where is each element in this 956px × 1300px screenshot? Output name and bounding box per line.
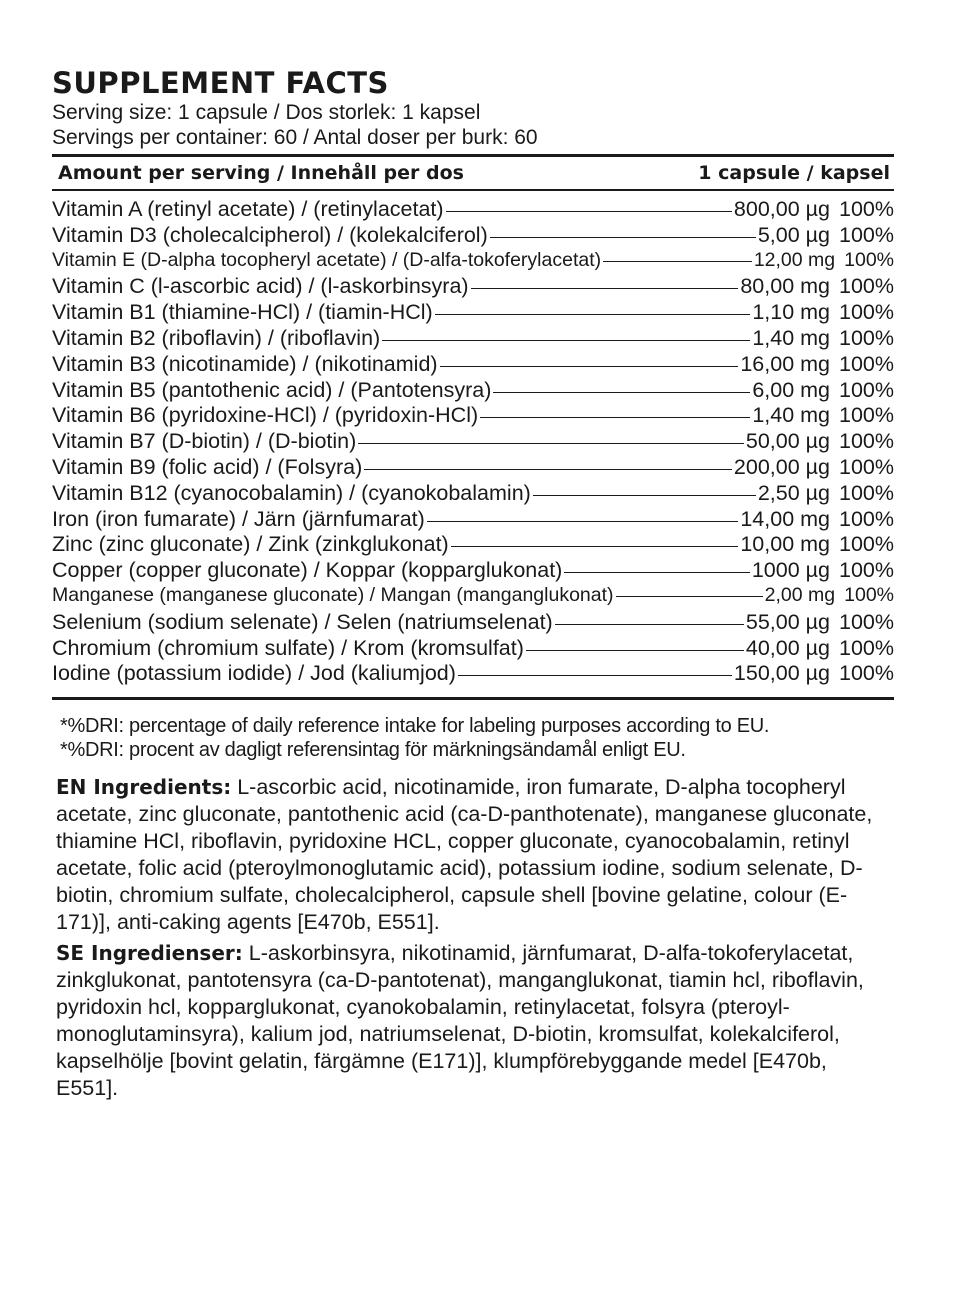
nutrient-name: Zinc (zinc gluconate) / Zink (zinkglukonat) bbox=[52, 532, 449, 557]
nutrient-dri: 100% bbox=[839, 351, 894, 376]
table-row bbox=[52, 223, 894, 249]
nutrient-dri: 100% bbox=[839, 403, 894, 428]
nutrient-name: Vitamin B2 (riboflavin) / (riboflavin) bbox=[52, 325, 381, 350]
nutrient-amount: 800,00 µg bbox=[733, 197, 830, 221]
nutrient-amount: 6,00 mg bbox=[752, 377, 830, 402]
leader-line bbox=[382, 340, 750, 341]
nutrient-name: Vitamin E (D-alpha tocopheryl acetate) / (D-alfa-tokoferylacetat) bbox=[52, 248, 602, 271]
capsule-unit-label: 1 capsule / kapsel bbox=[698, 162, 890, 184]
nutrient-name: Iodine (potassium iodide) / Jod (kaliumjod) bbox=[52, 661, 456, 686]
serving-size: Serving size: 1 capsule / Dos storlek: 1 kapsel bbox=[52, 101, 481, 124]
nutrient-name: Vitamin B7 (D-biotin) / (D-biotin) bbox=[52, 429, 357, 454]
nutrient-name: Vitamin D3 (cholecalcipherol) / (kolekalciferol) bbox=[52, 222, 488, 247]
leader-line bbox=[427, 521, 739, 522]
leader-line bbox=[435, 314, 751, 315]
leader-line bbox=[564, 572, 750, 573]
nutrient-name: Vitamin B1 (thiamine-HCl) / (tiamin-HCl) bbox=[52, 300, 433, 325]
nutrient-name: Chromium (chromium sulfate) / Krom (kromsulfat) bbox=[52, 635, 524, 660]
ingredients-se-text: L-askorbinsyra, nikotinamid, järnfumarat, D-alfa-tokoferylacetat, zinkglukonat, pantotensyra (ca-D-pantotenat), manganglukonat, tiamin hcl, riboflavin, pyridoxin hcl, kopparglukonat, cyanokobalamin, retinylacetat, folsyra (pteroyl-monoglutaminsyra), kalium jod, natriumselenat, D-biotin, kromsulfat, kolekalciferol, kapselhölje [bovint gelatin, färgämne (E171)], klumpförebyggande medel [E470b, E551]. bbox=[56, 941, 864, 1101]
page-title: SUPPLEMENT FACTS bbox=[52, 66, 389, 100]
nutrient-table bbox=[52, 197, 894, 687]
ingredients-en-text: L-ascorbic acid, nicotinamide, iron fumarate, D-alpha tocopheryl acetate, zinc gluconate, pantothenic acid (ca-D-panthotenate), manganese gluconate, thiamine HCl, riboflavin, pyridoxine HCL, copper gluconate, cyanocobalamin, retinyl acetate, folic acid (pteroylmonoglutamic acid), potassium iodine, sodium selenate, D-biotin, chromium sulfate, cholecalcipherol, capsule shell [bovine gelatine, colour (E-171)], anti-caking agents [E470b, E551]. bbox=[56, 775, 873, 935]
table-row bbox=[52, 352, 894, 378]
ingredients-en bbox=[52, 774, 894, 936]
table-row bbox=[52, 197, 894, 223]
leader-line bbox=[616, 596, 763, 597]
leader-line bbox=[440, 366, 739, 367]
table-row bbox=[52, 249, 894, 275]
nutrient-dri: 100% bbox=[839, 661, 894, 686]
nutrient-name: Iron (iron fumarate) / Järn (järnfumarat) bbox=[52, 506, 425, 531]
table-row bbox=[52, 378, 894, 404]
nutrient-amount: 14,00 mg bbox=[740, 506, 830, 531]
leader-line bbox=[446, 211, 732, 212]
table-row bbox=[52, 429, 894, 455]
ingredients-en-label: EN Ingredients: bbox=[56, 775, 232, 800]
table-row bbox=[52, 661, 894, 687]
nutrient-amount: 1000 µg bbox=[751, 558, 830, 583]
table-row bbox=[52, 532, 894, 558]
leader-line bbox=[533, 495, 756, 496]
leader-line bbox=[358, 443, 744, 444]
table-row bbox=[52, 481, 894, 507]
nutrient-amount: 2,00 mg bbox=[764, 583, 836, 606]
leader-line bbox=[451, 546, 739, 547]
table-row bbox=[52, 326, 894, 352]
nutrient-name: Vitamin A (retinyl acetate) / (retinylacetat) bbox=[52, 197, 444, 221]
nutrient-amount: 1,40 mg bbox=[752, 403, 830, 428]
nutrient-amount: 5,00 µg bbox=[757, 222, 830, 247]
table-row bbox=[52, 610, 894, 636]
nutrient-amount: 1,10 mg bbox=[752, 300, 830, 325]
nutrient-dri: 100% bbox=[839, 609, 894, 634]
nutrient-dri: 100% bbox=[844, 248, 894, 271]
nutrient-amount: 12,00 mg bbox=[753, 248, 836, 271]
nutrient-dri: 100% bbox=[839, 480, 894, 505]
nutrient-amount: 50,00 µg bbox=[745, 429, 830, 454]
nutrient-dri: 100% bbox=[839, 222, 894, 247]
nutrient-amount: 55,00 µg bbox=[745, 609, 830, 634]
nutrient-name: Vitamin B12 (cyanocobalamin) / (cyanokobalamin) bbox=[52, 480, 531, 505]
nutrient-name: Vitamin B6 (pyridoxine-HCl) / (pyridoxin-HCl) bbox=[52, 403, 479, 428]
table-row bbox=[52, 507, 894, 533]
leader-line bbox=[555, 624, 744, 625]
nutrient-name: Copper (copper gluconate) / Koppar (kopparglukonat) bbox=[52, 558, 563, 583]
table-row bbox=[52, 455, 894, 481]
nutrient-dri: 100% bbox=[839, 300, 894, 325]
nutrient-amount: 200,00 µg bbox=[733, 454, 830, 479]
nutrient-amount: 2,50 µg bbox=[757, 480, 830, 505]
leader-line bbox=[493, 392, 750, 393]
table-header bbox=[52, 157, 894, 189]
table-row bbox=[52, 300, 894, 326]
dri-footnotes bbox=[52, 714, 894, 762]
ingredients-se bbox=[52, 940, 894, 1102]
nutrient-dri: 100% bbox=[839, 274, 894, 299]
table-row bbox=[52, 636, 894, 662]
nutrient-amount: 1,40 mg bbox=[752, 325, 830, 350]
nutrient-name: Manganese (manganese gluconate) / Mangan (manganglukonat) bbox=[52, 583, 614, 606]
amount-per-serving-label: Amount per serving / Innehåll per dos bbox=[58, 162, 464, 184]
nutrient-dri: 100% bbox=[839, 197, 894, 221]
table-row bbox=[52, 403, 894, 429]
nutrient-dri: 100% bbox=[839, 454, 894, 479]
nutrient-dri: 100% bbox=[839, 506, 894, 531]
nutrient-dri: 100% bbox=[839, 429, 894, 454]
leader-line bbox=[471, 288, 739, 289]
table-row bbox=[52, 584, 894, 610]
ingredients-se-label: SE Ingredienser: bbox=[56, 941, 243, 966]
nutrient-dri: 100% bbox=[844, 583, 894, 606]
leader-line bbox=[603, 261, 752, 262]
dri-note-se: *%DRI: procent av dagligt referensintag för märkningsändamål enligt EU. bbox=[60, 739, 686, 762]
nutrient-dri: 100% bbox=[839, 325, 894, 350]
nutrient-name: Selenium (sodium selenate) / Selen (natriumselenat) bbox=[52, 609, 553, 634]
nutrient-name: Vitamin B9 (folic acid) / (Folsyra) bbox=[52, 454, 363, 479]
nutrient-dri: 100% bbox=[839, 558, 894, 583]
nutrient-amount: 150,00 µg bbox=[733, 661, 830, 686]
table-row bbox=[52, 274, 894, 300]
nutrient-amount: 10,00 mg bbox=[740, 532, 830, 557]
leader-line bbox=[364, 469, 732, 470]
nutrient-amount: 80,00 mg bbox=[740, 274, 830, 299]
table-row bbox=[52, 558, 894, 584]
nutrient-dri: 100% bbox=[839, 532, 894, 557]
nutrient-name: Vitamin B5 (pantothenic acid) / (Pantotensyra) bbox=[52, 377, 492, 402]
nutrient-name: Vitamin C (l-ascorbic acid) / (l-askorbinsyra) bbox=[52, 274, 469, 299]
header-divider bbox=[52, 189, 894, 191]
leader-line bbox=[490, 237, 756, 238]
leader-line bbox=[458, 675, 732, 676]
leader-line bbox=[480, 417, 750, 418]
dri-note-en: *%DRI: percentage of daily reference intake for labeling purposes according to EU. bbox=[60, 715, 770, 738]
nutrient-amount: 16,00 mg bbox=[740, 351, 830, 376]
nutrient-dri: 100% bbox=[839, 635, 894, 660]
nutrient-dri: 100% bbox=[839, 377, 894, 402]
supplement-facts-label bbox=[52, 66, 894, 1102]
bottom-divider bbox=[52, 697, 894, 700]
nutrient-amount: 40,00 µg bbox=[745, 635, 830, 660]
leader-line bbox=[526, 650, 744, 651]
nutrient-name: Vitamin B3 (nicotinamide) / (nikotinamid) bbox=[52, 351, 438, 376]
servings-per-container: Servings per container: 60 / Antal doser per burk: 60 bbox=[52, 126, 538, 149]
